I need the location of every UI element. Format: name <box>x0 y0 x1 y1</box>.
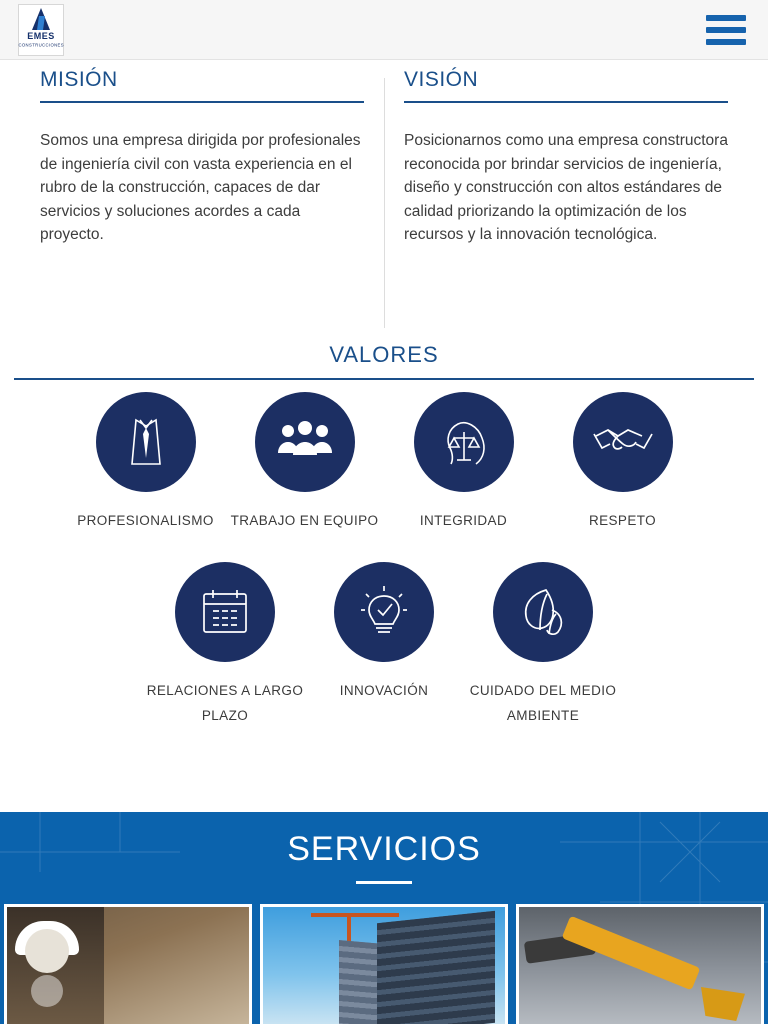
value-item-innovacion[interactable] <box>305 562 464 729</box>
value-label: INNOVACIÓN <box>339 682 429 698</box>
scales-head-icon <box>414 392 514 492</box>
value-label: CUIDADO DEL MEDIO AMBIENTE <box>469 682 617 724</box>
services-title-underline <box>356 881 412 884</box>
value-label: PROFESIONALISMO <box>77 513 214 528</box>
values-header <box>14 342 754 380</box>
value-item-trabajo-en-equipo[interactable] <box>225 392 384 534</box>
services-section <box>0 812 768 1024</box>
value-label: RESPETO <box>588 513 657 528</box>
services-title: SERVICIOS <box>287 830 481 868</box>
team-icon <box>255 392 355 492</box>
service-card[interactable] <box>260 904 508 1024</box>
vision-body: Posicionarnos como una empresa constructora reconocida por brindar servicios de ingeniería, diseño y construcción con altos estándares de calidad priorizando la optimización de los recursos y la innovación tecnológica. <box>404 132 728 244</box>
values-row-1 <box>60 392 708 534</box>
vision-column <box>404 68 728 247</box>
values-title: VALORES <box>14 342 754 380</box>
value-label: TRABAJO EN EQUIPO <box>230 513 379 528</box>
service-card[interactable] <box>516 904 764 1024</box>
value-item-cuidado-medio-ambiente[interactable] <box>464 562 623 729</box>
mission-body: Somos una empresa dirigida por profesionales de ingeniería civil con vasta experiencia en el rubro de la construcción, capaces de dar servicios y soluciones acordes a cada proyecto. <box>40 132 361 244</box>
services-cards <box>0 904 768 1024</box>
excavator-bucket-shape <box>701 987 745 1021</box>
values-row-2 <box>60 562 708 729</box>
hamburger-bar <box>706 27 746 33</box>
logo-subtitle: CONSTRUCCIONES <box>18 42 64 47</box>
service-card-image <box>519 907 761 1024</box>
site-logo[interactable] <box>18 4 64 56</box>
value-item-respeto[interactable] <box>543 392 702 534</box>
hamburger-bar <box>706 15 746 21</box>
building-shape <box>377 911 495 1024</box>
crane-shape <box>311 913 399 917</box>
leaves-icon <box>493 562 593 662</box>
value-label: RELACIONES A LARGO PLAZO <box>146 682 304 724</box>
vertical-divider <box>384 78 385 328</box>
logo-name: EMES <box>27 30 55 41</box>
vision-title: VISIÓN <box>404 68 728 103</box>
value-item-profesionalismo[interactable] <box>66 392 225 534</box>
lightbulb-check-icon <box>334 562 434 662</box>
value-item-integridad[interactable] <box>384 392 543 534</box>
hamburger-bar <box>706 39 746 45</box>
tie-icon <box>96 392 196 492</box>
mission-title: MISIÓN <box>40 68 364 103</box>
service-card[interactable] <box>4 904 252 1024</box>
value-label: INTEGRIDAD <box>419 513 508 528</box>
site-header <box>0 0 768 60</box>
value-item-relaciones-largo-plazo[interactable] <box>146 562 305 729</box>
handshake-icon <box>573 392 673 492</box>
logo-mark-icon <box>32 8 50 30</box>
values-grid <box>0 392 768 729</box>
calendar-icon <box>175 562 275 662</box>
service-card-image <box>7 907 249 1024</box>
hamburger-menu-icon[interactable] <box>706 15 746 45</box>
mission-column <box>40 68 364 247</box>
helmet-shape <box>15 921 79 955</box>
service-card-image <box>263 907 505 1024</box>
